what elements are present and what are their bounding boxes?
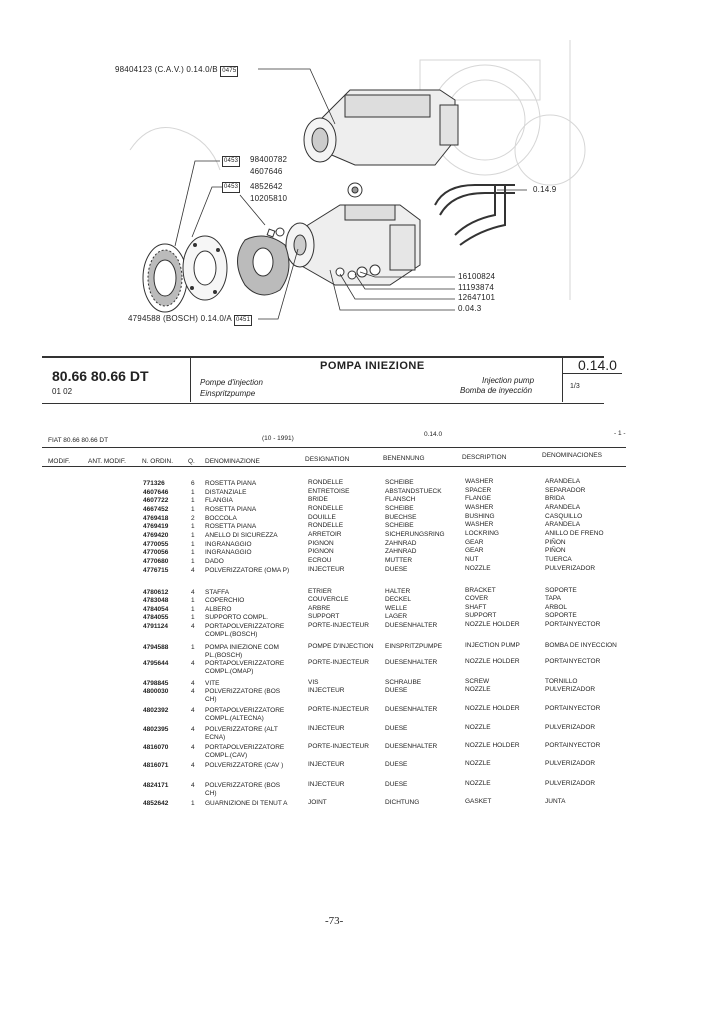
col-de: BENENNUNG (383, 455, 425, 462)
english-name-cell: SUPPORT (465, 612, 497, 619)
part-number-cell: 4770055 (143, 541, 169, 548)
spanish-name-cell: CASQUILLO (545, 513, 583, 520)
part-number-cell: 4607646 (143, 489, 169, 496)
italian-name-cell: GUARNIZIONE DI TENUT A (205, 800, 288, 807)
quantity-cell: 1 (191, 644, 195, 651)
col-ant-modif: ANT. MODIF. (88, 458, 126, 465)
italian-name-cell: POLVERIZZATORE (OMA P) (205, 567, 290, 574)
col-fr: DESIGNATION (305, 456, 350, 463)
quantity-cell: 4 (191, 782, 195, 789)
gasket-right (238, 229, 290, 295)
quantity-cell: 4 (191, 567, 195, 574)
title-band-divider-2 (562, 358, 563, 402)
quantity-cell: 4 (191, 744, 195, 751)
exploded-diagram (0, 0, 710, 340)
callout-cav-text: 98404123 (C.A.V.) 0.14.0/B (115, 65, 218, 74)
spanish-name-cell: SOPORTE (545, 612, 577, 619)
italian-name-cell: PORTAPOLVERIZZATORE COMPL.(BOSCH) (205, 623, 285, 638)
french-name-cell: ENTRETOISE (308, 488, 350, 495)
part-number-cell: 4783048 (143, 597, 169, 604)
french-name-cell: ECROU (308, 557, 332, 564)
title-de: Einspritzpumpe (200, 389, 256, 398)
title-fr: Pompe d'injection (200, 378, 263, 387)
english-name-cell: COVER (465, 595, 489, 602)
quantity-cell: 1 (191, 532, 195, 539)
callout-bosch-box: 0451 (234, 315, 252, 326)
french-name-cell: INJECTEUR (308, 761, 345, 768)
quantity-cell: 1 (191, 597, 195, 604)
italian-name-cell: ROSETTA PIANA (205, 480, 257, 487)
french-name-cell: DOUILLE (308, 514, 336, 521)
spanish-name-cell: PULVERIZADOR (545, 686, 596, 693)
title-en: Injection pump (482, 376, 535, 385)
quantity-cell: 1 (191, 800, 195, 807)
french-name-cell: PORTE-INJECTEUR (308, 743, 369, 750)
table-top-date: (10 - 1991) (262, 435, 294, 442)
german-name-cell: FLANSCH (385, 496, 416, 503)
english-name-cell: BUSHING (465, 513, 495, 520)
french-name-cell: RONDELLE (308, 505, 344, 512)
german-name-cell: DUESENHALTER (385, 706, 438, 713)
part-number-cell: 4802392 (143, 707, 169, 714)
part-number-cell: 4798845 (143, 680, 169, 687)
spanish-name-cell: BOMBA DE INYECCION (545, 642, 617, 649)
part-number-cell: 4780612 (143, 589, 169, 596)
callout-mid2-box: 0453 (222, 182, 240, 193)
model-label: 80.66 80.66 DT (52, 368, 149, 384)
french-name-cell: POMPE D'INJECTION (308, 643, 374, 650)
english-name-cell: NUT (465, 556, 479, 563)
german-name-cell: BUECHSE (385, 514, 417, 521)
french-name-cell: PORTE-INJECTEUR (308, 659, 369, 666)
callout-bosch-pump (128, 314, 252, 326)
part-number-cell: 4769418 (143, 515, 169, 522)
german-name-cell: DUESENHALTER (385, 659, 438, 666)
title-band-bottom-rule (42, 403, 604, 404)
callout-ref-0149: 0.14.9 (533, 185, 557, 194)
german-name-cell: DECKEL (385, 596, 412, 603)
callout-mid1-box: 0453 (222, 156, 240, 167)
english-name-cell: NOZZLE HOLDER (465, 658, 520, 665)
spanish-name-cell: ARANDELA (545, 521, 581, 528)
english-name-cell: NOZZLE (465, 780, 491, 787)
quantity-cell: 1 (191, 523, 195, 530)
english-name-cell: NOZZLE HOLDER (465, 705, 520, 712)
callout-cav-pump (115, 65, 238, 77)
table-top-left: FIAT 80.66 80.66 DT (48, 437, 109, 444)
italian-name-cell: PORTAPOLVERIZZATORE COMPL.(OMAP) (205, 660, 285, 675)
page-title: POMPA INIEZIONE (320, 360, 425, 372)
english-name-cell: GEAR (465, 539, 484, 546)
part-number: 16100824 (458, 272, 496, 281)
part-number-cell: 4791124 (143, 623, 168, 630)
quantity-cell: 4 (191, 623, 195, 630)
german-name-cell: DUESENHALTER (385, 743, 438, 750)
quantity-cell: 4 (191, 660, 195, 667)
german-name-cell: LAGER (385, 613, 408, 620)
spanish-name-cell: SOPORTE (545, 587, 577, 594)
french-name-cell: INJECTEUR (308, 566, 345, 573)
english-name-cell: SPACER (465, 487, 492, 494)
part-number-cell: 4769419 (143, 523, 169, 530)
french-name-cell: SUPPORT (308, 613, 340, 620)
part-number-cell: 771326 (143, 480, 165, 487)
spanish-name-cell: PULVERIZADOR (545, 780, 596, 787)
callout-mid1-list (250, 154, 287, 178)
part-number: 11193874 (458, 282, 495, 292)
french-name-cell: ARRETOIR (308, 531, 342, 538)
spanish-name-cell: ARBOL (545, 604, 568, 611)
french-name-cell: PORTE-INJECTEUR (308, 622, 369, 629)
part-number: 98400782 (250, 155, 288, 164)
german-name-cell: SCHEIBE (385, 522, 414, 529)
quantity-cell: 4 (191, 589, 195, 596)
part-number-cell: 4816070 (143, 744, 169, 751)
german-name-cell: ABSTANDSTUECK (385, 488, 442, 495)
german-name-cell: DUESE (385, 725, 408, 732)
german-name-cell: DUESE (385, 761, 408, 768)
fuel-pipes (435, 185, 515, 245)
model-code: 01 02 (52, 387, 73, 396)
german-name-cell: ZAHNRAD (385, 548, 417, 555)
german-name-cell: EINSPRITZPUMPE (385, 643, 443, 650)
french-name-cell: RONDELLE (308, 479, 344, 486)
french-name-cell: INJECTEUR (308, 725, 345, 732)
part-number-cell: 4802395 (143, 726, 169, 733)
spanish-name-cell: ARANDELA (545, 504, 581, 511)
italian-name-cell: STAFFA (205, 589, 230, 596)
quantity-cell: 1 (191, 549, 195, 556)
part-number-cell: 4784055 (143, 614, 169, 621)
quantity-cell: 4 (191, 707, 195, 714)
gasket-left (143, 244, 187, 312)
italian-name-cell: ALBERO (205, 606, 232, 613)
english-name-cell: WASHER (465, 504, 494, 511)
italian-name-cell: INGRANAGGIO (205, 549, 252, 556)
part-number-cell: 4770680 (143, 558, 169, 565)
italian-name-cell: SUPPORTO COMPL. (205, 614, 268, 621)
english-name-cell: NOZZLE (465, 565, 491, 572)
german-name-cell: WELLE (385, 605, 408, 612)
italian-name-cell: POLVERIZZATORE (BOS CH) (205, 688, 281, 703)
part-number-cell: 4607722 (143, 497, 169, 504)
german-name-cell: DICHTUNG (385, 799, 420, 806)
spanish-name-cell: SEPARADOR (545, 487, 586, 494)
english-name-cell: WASHER (465, 521, 494, 528)
quantity-cell: 2 (191, 515, 195, 522)
english-name-cell: BRACKET (465, 587, 496, 594)
quantity-cell: 1 (191, 614, 195, 621)
spanish-name-cell: ANILLO DE FRENO (545, 530, 604, 537)
italian-name-cell: POLVERIZZATORE (ALT ECNA) (205, 726, 278, 741)
part-number: 12647101 (458, 293, 496, 302)
title-band-top-rule (42, 356, 604, 358)
part-number-cell: 4769420 (143, 532, 169, 539)
german-name-cell: SCHEIBE (385, 479, 414, 486)
quantity-cell: 1 (191, 541, 195, 548)
col-en: DESCRIPTION (462, 454, 507, 461)
italian-name-cell: DISTANZIALE (205, 489, 247, 496)
part-number-cell: 4770056 (143, 549, 169, 556)
part-number-cell: 4776715 (143, 567, 169, 574)
german-name-cell: ZAHNRAD (385, 540, 417, 547)
quantity-cell: 4 (191, 726, 195, 733)
spanish-name-cell: PIÑON (545, 539, 566, 546)
quantity-cell: 1 (191, 497, 195, 504)
quantity-cell: 1 (191, 489, 195, 496)
table-top-page: - 1 - (614, 430, 626, 437)
english-name-cell: FLANGE (465, 495, 492, 502)
italian-name-cell: FLANGIA (205, 497, 233, 504)
col-q: Q. (188, 458, 195, 465)
spanish-name-cell: PORTAINYECTOR (545, 658, 601, 665)
french-name-cell: PIGNON (308, 548, 334, 555)
part-number: 10205810 (250, 194, 288, 203)
english-name-cell: NOZZLE HOLDER (465, 742, 520, 749)
part-number-cell: 4816071 (143, 762, 169, 769)
table-rule-2 (42, 466, 626, 467)
french-name-cell: COUVERCLE (308, 596, 349, 603)
part-number-cell: 4852642 (143, 800, 169, 807)
spanish-name-cell: JUNTA (545, 798, 566, 805)
title-es: Bomba de inyección (460, 386, 533, 395)
quantity-cell: 4 (191, 680, 195, 687)
spanish-name-cell: PORTAINYECTOR (545, 621, 601, 628)
english-name-cell: NOZZLE (465, 724, 491, 731)
french-name-cell: INJECTEUR (308, 781, 345, 788)
french-name-cell: BRIDE (308, 496, 328, 503)
italian-name-cell: DADO (205, 558, 224, 565)
french-name-cell: VIS (308, 679, 319, 686)
part-number-cell: 4800030 (143, 688, 169, 695)
flange-plate (183, 236, 227, 300)
col-modif: MODIF. (48, 458, 71, 465)
english-name-cell: SHAFT (465, 604, 487, 611)
title-band-divider-3 (562, 373, 622, 374)
spanish-name-cell: ARANDELA (545, 478, 581, 485)
french-name-cell: JOINT (308, 799, 327, 806)
german-name-cell: DUESE (385, 566, 408, 573)
part-number-cell: 4794588 (143, 644, 169, 651)
table-top-ref: 0.14.0 (424, 431, 443, 438)
french-name-cell: INJECTEUR (308, 687, 345, 694)
quantity-cell: 1 (191, 506, 195, 513)
quantity-cell: 4 (191, 688, 195, 695)
part-number: 4852642 (250, 182, 283, 191)
german-name-cell: SICHERUNGSRING (385, 531, 445, 538)
spanish-name-cell: TUERCA (545, 556, 572, 563)
callout-cav-box: 0475 (220, 66, 238, 77)
english-name-cell: WASHER (465, 478, 494, 485)
quantity-cell: 1 (191, 558, 195, 565)
italian-name-cell: COPERCHIO (205, 597, 245, 604)
italian-name-cell: PORTAPOLVERIZZATORE COMPL.(ALTECNA) (205, 707, 285, 722)
spanish-name-cell: PIÑON (545, 547, 566, 554)
spanish-name-cell: TORNILLO (545, 678, 578, 685)
italian-name-cell: PORTAPOLVERIZZATORE COMPL.(CAV) (205, 744, 285, 759)
col-n-ordin: N. ORDIN. (142, 458, 174, 465)
english-name-cell: INJECTION PUMP (465, 642, 520, 649)
english-name-cell: SCREW (465, 678, 490, 685)
quantity-cell: 6 (191, 480, 195, 487)
spanish-name-cell: BRIDA (545, 495, 565, 502)
italian-name-cell: INGRANAGGIO (205, 541, 252, 548)
french-name-cell: PORTE-INJECTEUR (308, 706, 369, 713)
french-name-cell: PIGNON (308, 540, 334, 547)
french-name-cell: ETRIER (308, 588, 332, 595)
german-name-cell: DUESE (385, 781, 408, 788)
german-name-cell: MUTTER (385, 557, 413, 564)
quantity-cell: 4 (191, 762, 195, 769)
english-name-cell: LOCKRING (465, 530, 499, 537)
italian-name-cell: BOCCOLA (205, 515, 237, 522)
german-name-cell: SCHEIBE (385, 505, 414, 512)
part-number-cell: 4667452 (143, 506, 169, 513)
spanish-name-cell: PULVERIZADOR (545, 724, 596, 731)
col-es: DENOMINACIONES (542, 452, 602, 459)
italian-name-cell: POMPA INIEZIONE COM PL.(BOSCH) (205, 644, 279, 659)
italian-name-cell: ANELLO DI SICUREZZA (205, 532, 278, 539)
callout-bosch-text: 4794588 (BOSCH) 0.14.0/A (128, 314, 232, 323)
col-it: DENOMINAZIONE (205, 458, 260, 465)
section-ref: 0.14.0 (578, 357, 617, 373)
callout-mid2-list (250, 181, 287, 205)
callout-mid1 (222, 155, 240, 167)
german-name-cell: SCHRAUBE (385, 679, 422, 686)
quantity-cell: 1 (191, 606, 195, 613)
italian-name-cell: VITE (205, 680, 220, 687)
part-number-cell: 4795644 (143, 660, 169, 667)
table-rule-1 (42, 447, 626, 448)
english-name-cell: NOZZLE HOLDER (465, 621, 520, 628)
spanish-name-cell: PORTAINYECTOR (545, 705, 601, 712)
page-fraction: 1/3 (570, 383, 580, 390)
italian-name-cell: POLVERIZZATORE (BOS CH) (205, 782, 281, 797)
part-number-cell: 4824171 (143, 782, 169, 789)
italian-name-cell: ROSETTA PIANA (205, 523, 257, 530)
spanish-name-cell: PORTAINYECTOR (545, 742, 601, 749)
german-name-cell: DUESE (385, 687, 408, 694)
english-name-cell: GEAR (465, 547, 484, 554)
italian-name-cell: POLVERIZZATORE (CAV ) (205, 762, 284, 769)
callout-mid2 (222, 181, 240, 193)
part-number-cell: 4784054 (143, 606, 169, 613)
part-number: 0.04.3 (458, 303, 482, 313)
german-name-cell: DUESENHALTER (385, 622, 438, 629)
english-name-cell: GASKET (465, 798, 492, 805)
italian-name-cell: ROSETTA PIANA (205, 506, 257, 513)
english-name-cell: NOZZLE (465, 760, 491, 767)
french-name-cell: RONDELLE (308, 522, 344, 529)
spanish-name-cell: PULVERIZADOR (545, 565, 596, 572)
title-band-divider-1 (190, 358, 191, 402)
german-name-cell: HALTER (385, 588, 411, 595)
spanish-name-cell: PULVERIZADOR (545, 760, 596, 767)
page-number: -73- (325, 915, 344, 927)
french-name-cell: ARBRE (308, 605, 331, 612)
callout-right-list (458, 272, 495, 314)
spanish-name-cell: TAPA (545, 595, 562, 602)
part-number: 4607646 (250, 167, 283, 176)
english-name-cell: NOZZLE (465, 686, 491, 693)
